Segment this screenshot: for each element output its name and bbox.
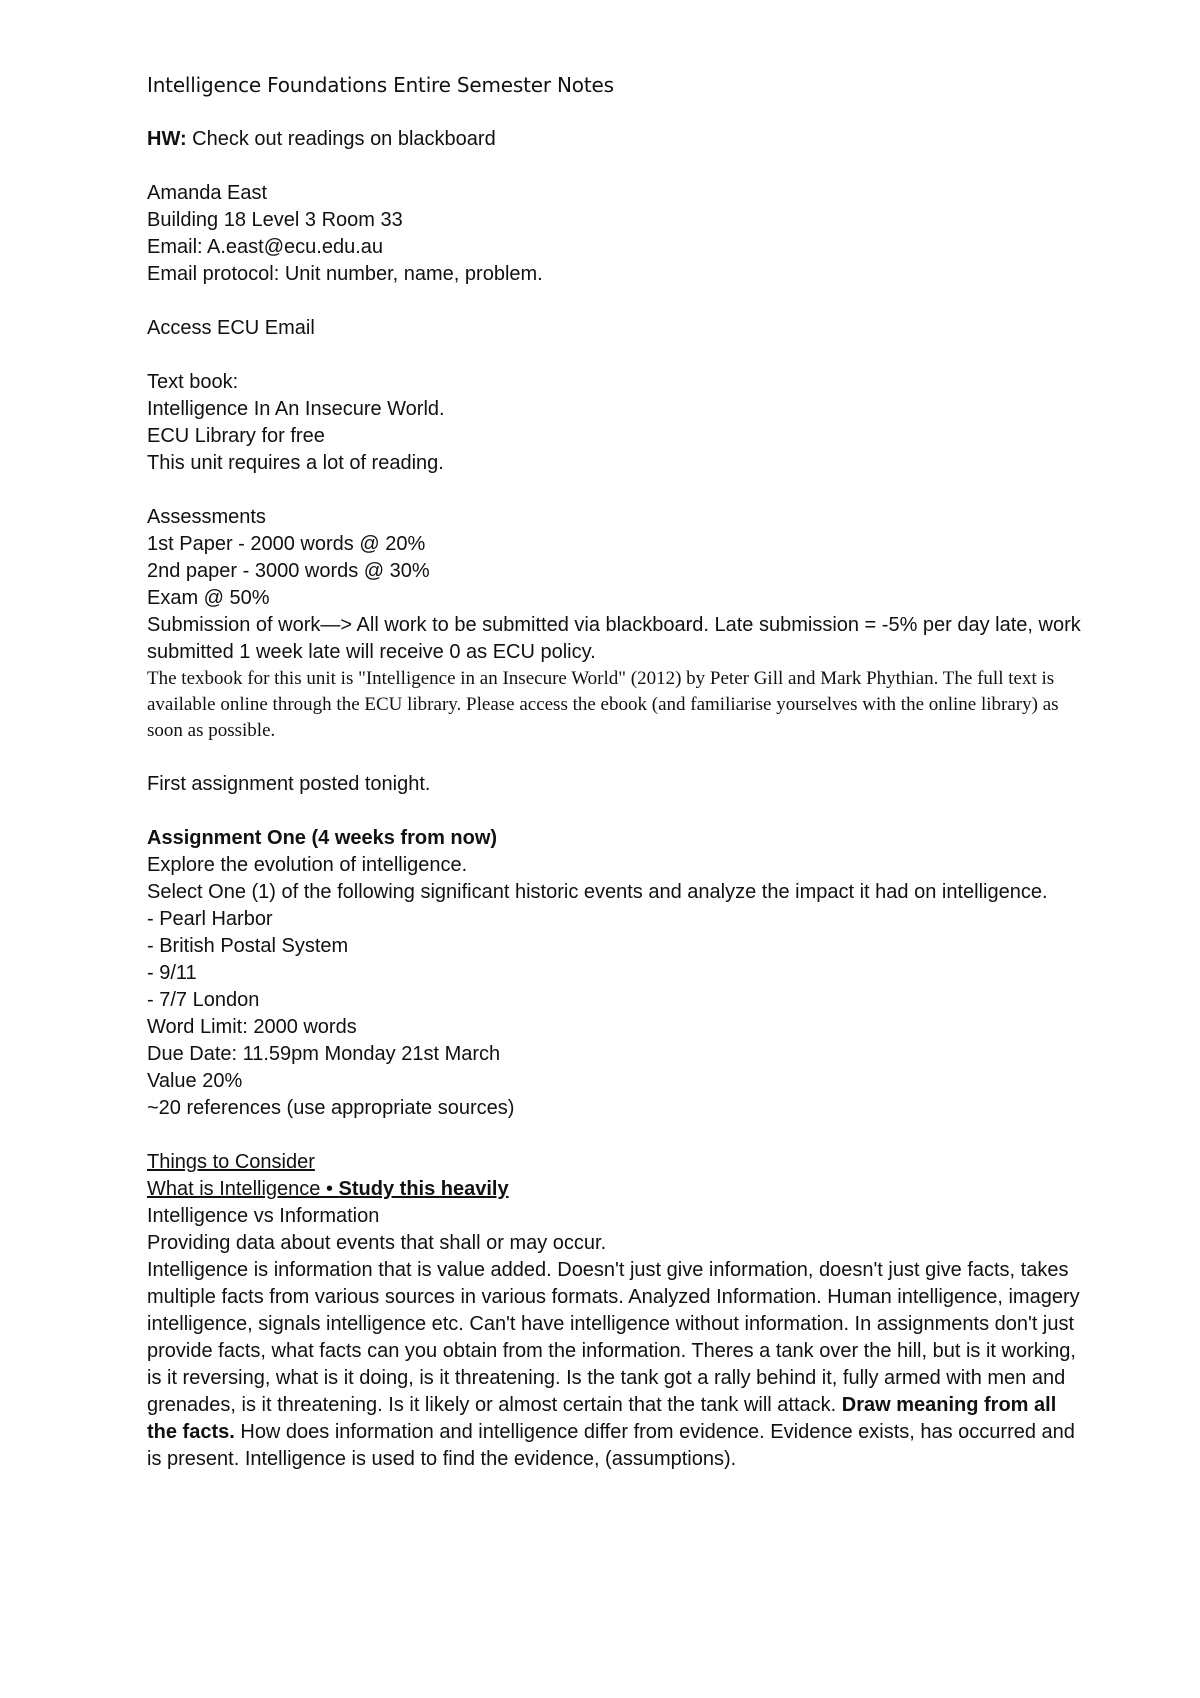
textbook-reading-note: This unit requires a lot of reading. (147, 452, 444, 474)
spacer (147, 744, 1087, 771)
providing-data-line: Providing data about events that shall or may occur. (147, 1232, 607, 1254)
spacer (147, 477, 1087, 504)
word-limit: Word Limit: 2000 words (147, 1016, 357, 1038)
assignment-value: Value 20% (147, 1070, 243, 1092)
homework-line (147, 126, 1087, 153)
contact-email: Email: A.east@ecu.edu.au (147, 236, 383, 258)
what-is-intelligence-label: What is Intelligence • (147, 1178, 339, 1200)
assignment-select: Select One (1) of the following significant historic events and analyze the impact it had on intelligence. (147, 881, 1048, 903)
due-date: Due Date: 11.59pm Monday 21st March (147, 1043, 501, 1065)
spacer (147, 288, 1087, 315)
contact-location: Building 18 Level 3 Room 33 (147, 209, 403, 231)
assessment-item: 2nd paper - 3000 words @ 30% (147, 560, 430, 582)
spacer (147, 342, 1087, 369)
intelligence-vs-information: Intelligence vs Information (147, 1205, 380, 1227)
spacer (147, 798, 1087, 825)
submission-policy: Submission of work—> All work to be submitted via blackboard. Late submission = -5% per day late, work submitted 1 week late will receive 0 as ECU policy. (147, 614, 1081, 663)
document-title: Intelligence Foundations Entire Semester Notes (147, 73, 614, 97)
assignment-one-heading: Assignment One (4 weeks from now) (147, 827, 498, 849)
email-protocol: Email protocol: Unit number, name, problem. (147, 263, 543, 285)
references-note: ~20 references (use appropriate sources) (147, 1097, 515, 1119)
things-to-consider-heading: Things to Consider (147, 1151, 315, 1173)
intelligence-paragraph (147, 1257, 1087, 1473)
event-item: - Pearl Harbor (147, 908, 273, 930)
what-is-intelligence-line (147, 1176, 1087, 1203)
assignment-explore: Explore the evolution of intelligence. (147, 854, 468, 876)
paragraph-emphasis: Draw meaning from all the facts. (147, 1394, 1057, 1443)
paragraph-end: How does information and intelligence differ from evidence. Evidence exists, has occurred and is present. Intelligence is used to find the evidence, (assumptions). (147, 1421, 1075, 1470)
study-heavily-label: Study this heavily (338, 1178, 509, 1200)
homework-label: HW: (147, 128, 187, 150)
event-item: - 7/7 London (147, 989, 260, 1011)
access-email-note: Access ECU Email (147, 317, 315, 339)
spacer (147, 153, 1087, 180)
textbook-heading: Text book: (147, 371, 239, 393)
paragraph-start: Intelligence is information that is value added. Doesn't just give information, doesn't just give facts, takes multiple facts from various sources in various formats. Analyzed Information. Human intelligence, imagery intelligence, signals intelligence etc. Can't have intelligence without information. In assignments don't just provide facts, what facts can you obtain from the information. Theres a tank over the hill, but is it working, is it reversing, what is it doing, is it threatening. Is the tank got a rally behind it, fully armed with men and grenades, is it threatening. Is it likely or almost certain that the tank will attack. (147, 1259, 1080, 1416)
first-assignment-note: First assignment posted tonight. (147, 773, 431, 795)
event-item: - British Postal System (147, 935, 349, 957)
spacer (147, 1122, 1087, 1149)
assessment-item: Exam @ 50% (147, 587, 270, 609)
document-body (147, 72, 1087, 1473)
event-item: - 9/11 (147, 962, 197, 984)
assessment-item: 1st Paper - 2000 words @ 20% (147, 533, 426, 555)
contact-name: Amanda East (147, 182, 268, 204)
assessments-heading: Assessments (147, 506, 266, 528)
textbook-note: The texbook for this unit is "Intelligence in an Insecure World" (2012) by Peter Gill and Mark Phythian. The full text is available online through the ECU library. Please access the ebook (and familiarise yourselves with the online library) as soon as possible. (147, 668, 1059, 741)
textbook-name: Intelligence In An Insecure World. (147, 398, 445, 420)
textbook-library: ECU Library for free (147, 425, 325, 447)
homework-text: Check out readings on blackboard (186, 128, 496, 150)
